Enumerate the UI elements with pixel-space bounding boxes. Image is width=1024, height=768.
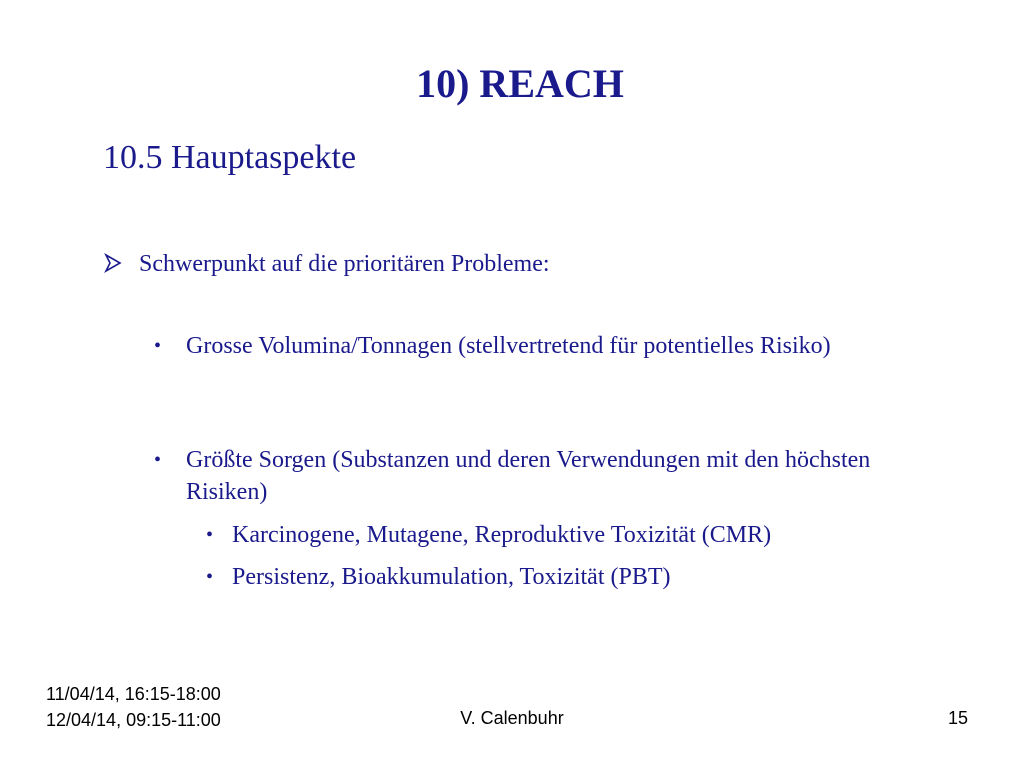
sub-list-item-text: Persistenz, Bioakkumulation, Toxizität (PBT): [232, 564, 671, 590]
main-point: [103, 248, 550, 280]
slide-title: 10) REACH: [416, 61, 624, 106]
sub-list-item: [206, 561, 926, 593]
bullet-icon: •: [206, 566, 214, 588]
page-number: 15: [947, 708, 968, 728]
main-point-text: Schwerpunkt auf die prioritären Probleme:: [139, 251, 550, 277]
sub-list-item: [206, 519, 926, 551]
list-item-text: Größte Sorgen (Substanzen und deren Verwendungen mit den höchsten Risiken): [186, 447, 871, 505]
list-item: [154, 444, 914, 508]
bullet-icon: •: [206, 524, 214, 546]
footer-date-line: 12/04/14, 09:15-11:00: [46, 710, 221, 730]
list-item: [154, 330, 914, 362]
arrow-bullet-icon: [103, 250, 123, 270]
bullet-icon: •: [154, 335, 162, 357]
sub-list-item-text: Karcinogene, Mutagene, Reproduktive Toxizität (CMR): [232, 522, 772, 548]
slide-subtitle: 10.5 Hauptaspekte: [103, 139, 357, 176]
list-item-text: Grosse Volumina/Tonnagen (stellvertretend für potentielles Risiko): [186, 333, 831, 359]
bullet-icon: •: [154, 449, 162, 471]
footer-author: V. Calenbuhr: [460, 708, 564, 728]
footer-date-line: 11/04/14, 16:15-18:00: [46, 684, 221, 704]
